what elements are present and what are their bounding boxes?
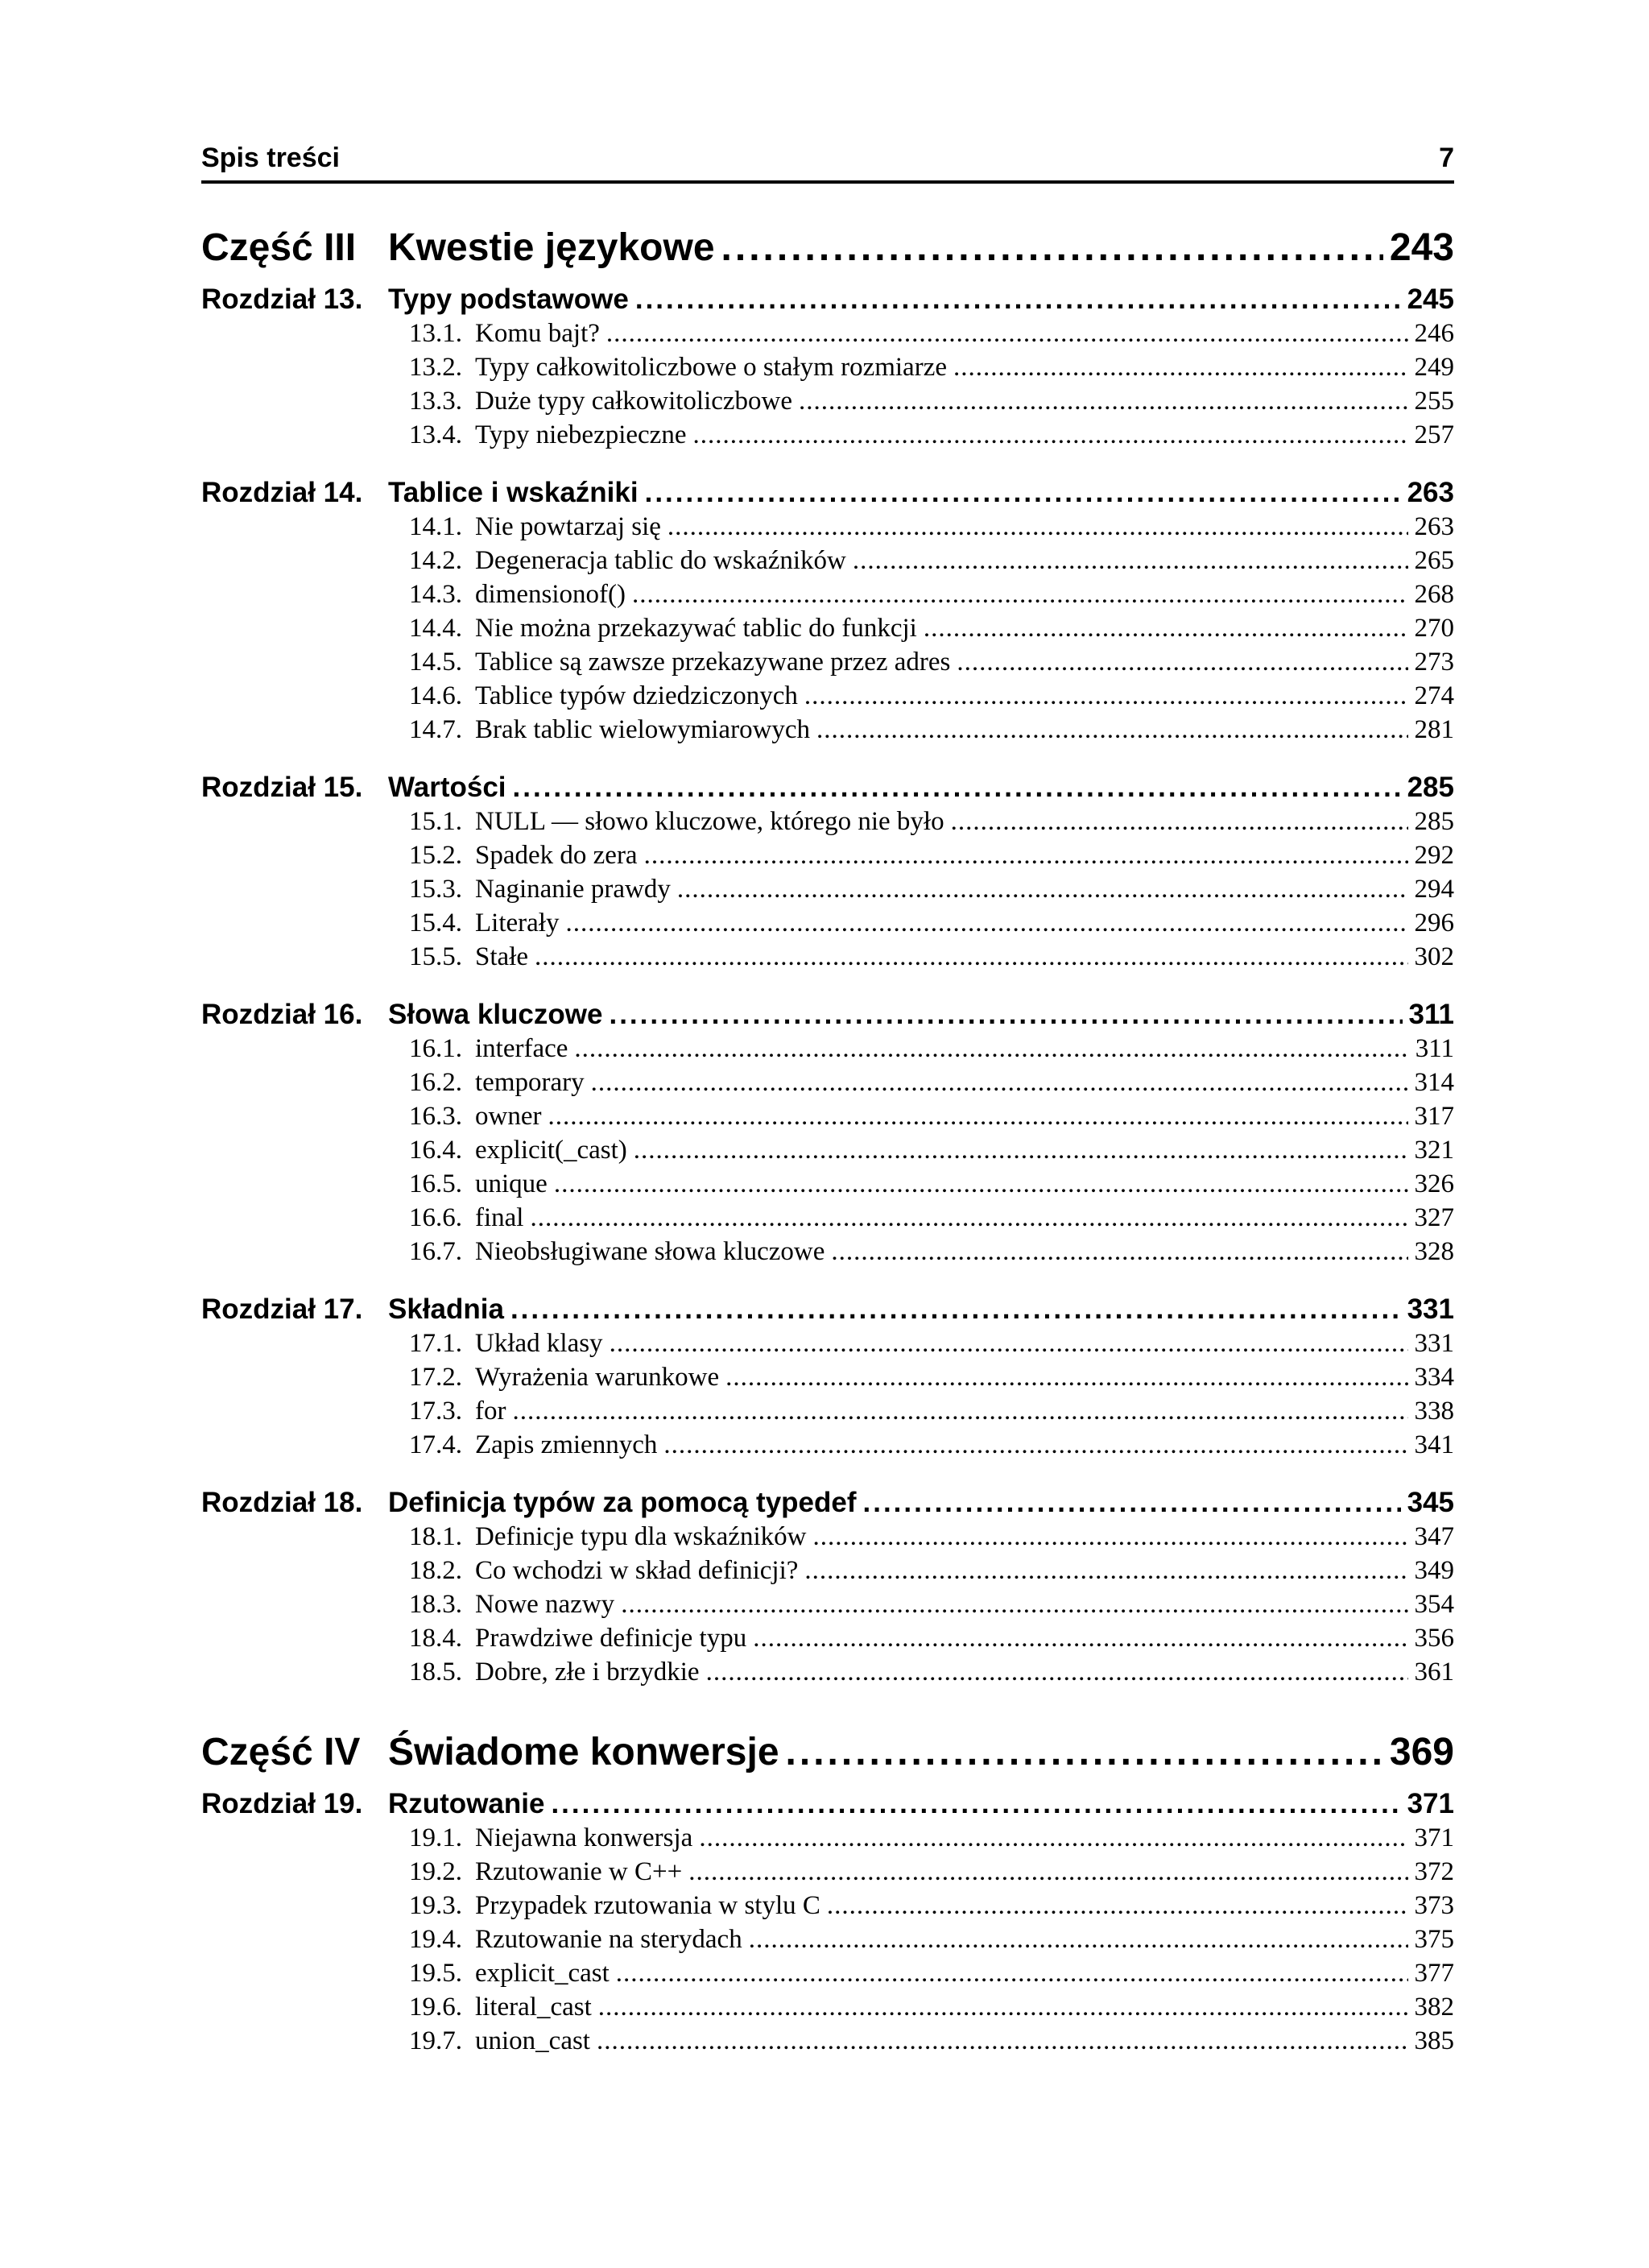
section-number: 18.2. bbox=[409, 1556, 462, 1585]
section-number: 18.4. bbox=[409, 1624, 462, 1653]
toc-section-entry[interactable] bbox=[201, 1891, 1454, 1925]
section-title: Typy całkowitoliczbowe o stałym rozmiarze bbox=[475, 353, 947, 382]
dot-leader bbox=[565, 908, 1407, 938]
toc-section-entry[interactable] bbox=[201, 1136, 1454, 1169]
section-title: Prawdziwe definicje typu bbox=[475, 1624, 747, 1653]
header-page-number: 7 bbox=[1439, 143, 1454, 173]
section-title: temporary bbox=[475, 1068, 585, 1097]
toc-section-entry[interactable] bbox=[201, 875, 1454, 908]
dot-leader bbox=[706, 1658, 1408, 1687]
section-title: Układ klasy bbox=[475, 1329, 603, 1358]
chapter-label: Rozdział 19. bbox=[201, 1788, 363, 1819]
section-page-number: 296 bbox=[1414, 908, 1454, 937]
section-number: 15.2. bbox=[409, 841, 462, 870]
dot-leader bbox=[863, 1487, 1401, 1519]
section-title: Nie powtarzaj się bbox=[475, 512, 661, 541]
section-number: 19.5. bbox=[409, 1959, 462, 1988]
toc-section-entry[interactable] bbox=[201, 420, 1454, 454]
section-number: 14.2. bbox=[409, 546, 462, 575]
toc-chapter-entry[interactable] bbox=[201, 477, 1454, 512]
dot-leader bbox=[721, 226, 1383, 270]
chapter-label: Rozdział 18. bbox=[201, 1487, 363, 1518]
section-title: Tablice są zawsze przekazywane przez adres bbox=[475, 648, 951, 677]
toc-page bbox=[201, 137, 1454, 2060]
part-label: Część IV bbox=[201, 1731, 361, 1773]
section-title: NULL — słowo kluczowe, którego nie było bbox=[475, 807, 944, 836]
section-page-number: 263 bbox=[1414, 512, 1454, 541]
toc-part-entry[interactable] bbox=[201, 1730, 1454, 1780]
dot-leader bbox=[799, 387, 1407, 416]
toc-section-entry[interactable] bbox=[201, 1363, 1454, 1397]
section-page-number: 285 bbox=[1414, 807, 1454, 836]
dot-leader bbox=[663, 1430, 1407, 1460]
dot-leader bbox=[610, 1329, 1408, 1359]
chapter-label: Rozdział 17. bbox=[201, 1293, 363, 1325]
section-number: 13.3. bbox=[409, 387, 462, 416]
section-number: 15.4. bbox=[409, 908, 462, 937]
section-page-number: 246 bbox=[1414, 319, 1454, 348]
section-number: 19.7. bbox=[409, 2026, 462, 2055]
section-number: 17.2. bbox=[409, 1363, 462, 1392]
section-title: interface bbox=[475, 1034, 568, 1063]
dot-leader bbox=[597, 2026, 1408, 2056]
toc-section-entry[interactable] bbox=[201, 715, 1454, 749]
toc-section-entry[interactable] bbox=[201, 1397, 1454, 1430]
section-title: Przypadek rzutowania w stylu C bbox=[475, 1891, 820, 1920]
chapter-page-number: 245 bbox=[1407, 284, 1454, 315]
dot-leader bbox=[548, 1102, 1407, 1132]
toc-section-entry[interactable] bbox=[201, 681, 1454, 715]
dot-leader bbox=[635, 284, 1401, 316]
toc-section-entry[interactable] bbox=[201, 1430, 1454, 1464]
section-title: Nie można przekazywać tablic do funkcji bbox=[475, 614, 917, 643]
section-title: explicit(_cast) bbox=[475, 1136, 627, 1165]
section-page-number: 347 bbox=[1414, 1522, 1454, 1551]
chapter-title: Składnia bbox=[388, 1293, 504, 1325]
dot-leader bbox=[951, 807, 1408, 837]
chapter-label: Rozdział 14. bbox=[201, 477, 363, 508]
toc-chapter-entry[interactable] bbox=[201, 772, 1454, 807]
dot-leader bbox=[692, 420, 1407, 450]
section-number: 18.5. bbox=[409, 1658, 462, 1687]
section-number: 16.4. bbox=[409, 1136, 462, 1165]
section-number: 19.2. bbox=[409, 1857, 462, 1886]
section-number: 18.1. bbox=[409, 1522, 462, 1551]
toc-chapter-entry[interactable] bbox=[201, 284, 1454, 319]
toc-section-entry[interactable] bbox=[201, 1034, 1454, 1068]
section-title: Definicje typu dla wskaźników bbox=[475, 1522, 807, 1551]
dot-leader bbox=[831, 1237, 1407, 1267]
part-title: Kwestie językowe bbox=[388, 226, 715, 269]
section-page-number: 377 bbox=[1414, 1959, 1454, 1988]
section-number: 19.6. bbox=[409, 1993, 462, 2022]
toc-part-entry[interactable] bbox=[201, 226, 1454, 275]
toc-section-entry[interactable] bbox=[201, 2026, 1454, 2060]
toc-chapter-entry[interactable] bbox=[201, 1788, 1454, 1823]
section-title: unique bbox=[475, 1169, 548, 1198]
dot-leader bbox=[812, 1522, 1407, 1552]
chapter-page-number: 285 bbox=[1407, 772, 1454, 803]
dot-leader bbox=[804, 681, 1408, 711]
section-page-number: 273 bbox=[1414, 648, 1454, 677]
toc-section-entry[interactable] bbox=[201, 1658, 1454, 1691]
section-number: 14.3. bbox=[409, 580, 462, 609]
toc-section-entry[interactable] bbox=[201, 614, 1454, 648]
chapter-title: Definicja typów za pomocą typedef bbox=[388, 1487, 857, 1518]
section-title: Typy niebezpieczne bbox=[475, 420, 687, 449]
dot-leader bbox=[609, 999, 1402, 1031]
section-page-number: 361 bbox=[1414, 1658, 1454, 1687]
chapter-page-number: 345 bbox=[1407, 1487, 1454, 1518]
section-title: explicit_cast bbox=[475, 1959, 610, 1988]
dot-leader bbox=[574, 1034, 1408, 1064]
section-page-number: 334 bbox=[1414, 1363, 1454, 1392]
dot-leader bbox=[953, 353, 1408, 383]
chapter-page-number: 263 bbox=[1407, 477, 1454, 508]
section-page-number: 265 bbox=[1414, 546, 1454, 575]
section-title: Naginanie prawdy bbox=[475, 875, 671, 904]
section-title: Nowe nazwy bbox=[475, 1590, 615, 1619]
toc-section-entry[interactable] bbox=[201, 353, 1454, 387]
chapter-page-number: 311 bbox=[1408, 999, 1454, 1030]
dot-leader bbox=[827, 1891, 1408, 1921]
part-label: Część III bbox=[201, 226, 357, 269]
toc-chapter-entry[interactable] bbox=[201, 999, 1454, 1034]
section-page-number: 294 bbox=[1414, 875, 1454, 904]
section-title: for bbox=[475, 1397, 506, 1426]
dot-leader bbox=[551, 1788, 1400, 1820]
section-title: final bbox=[475, 1203, 524, 1232]
section-number: 17.1. bbox=[409, 1329, 462, 1358]
section-page-number: 311 bbox=[1415, 1034, 1454, 1063]
dot-leader bbox=[957, 648, 1407, 677]
dot-leader bbox=[924, 614, 1408, 644]
dot-leader bbox=[645, 477, 1401, 509]
toc-chapter-entry[interactable] bbox=[201, 1487, 1454, 1522]
dot-leader bbox=[598, 1993, 1408, 2022]
section-page-number: 349 bbox=[1414, 1556, 1454, 1585]
section-page-number: 314 bbox=[1414, 1068, 1454, 1097]
dot-leader bbox=[632, 580, 1408, 610]
toc-section-entry[interactable] bbox=[201, 1203, 1454, 1237]
section-number: 13.1. bbox=[409, 319, 462, 348]
section-page-number: 255 bbox=[1414, 387, 1454, 416]
chapter-label: Rozdział 15. bbox=[201, 772, 363, 803]
section-page-number: 302 bbox=[1414, 942, 1454, 971]
dot-leader bbox=[512, 1397, 1407, 1426]
section-page-number: 281 bbox=[1414, 715, 1454, 744]
section-title: Co wchodzi w skład definicji? bbox=[475, 1556, 799, 1585]
section-number: 15.1. bbox=[409, 807, 462, 836]
section-number: 14.1. bbox=[409, 512, 462, 541]
section-page-number: 375 bbox=[1414, 1925, 1454, 1954]
section-page-number: 257 bbox=[1414, 420, 1454, 449]
dot-leader bbox=[606, 319, 1408, 349]
toc-section-entry[interactable] bbox=[201, 1959, 1454, 1993]
chapter-page-number: 331 bbox=[1407, 1293, 1454, 1325]
section-title: union_cast bbox=[475, 2026, 590, 2055]
dot-leader bbox=[725, 1363, 1407, 1393]
section-number: 14.5. bbox=[409, 648, 462, 677]
section-title: Rzutowanie w C++ bbox=[475, 1857, 683, 1886]
toc-section-entry[interactable] bbox=[201, 1993, 1454, 2026]
section-page-number: 331 bbox=[1414, 1329, 1454, 1358]
section-number: 18.3. bbox=[409, 1590, 462, 1619]
dot-leader bbox=[510, 1293, 1401, 1326]
dot-leader bbox=[816, 715, 1407, 745]
dot-leader bbox=[513, 772, 1401, 804]
section-title: Wyrażenia warunkowe bbox=[475, 1363, 720, 1392]
section-page-number: 249 bbox=[1414, 353, 1454, 382]
toc-section-entry[interactable] bbox=[201, 319, 1454, 353]
section-page-number: 327 bbox=[1414, 1203, 1454, 1232]
dot-leader bbox=[853, 546, 1408, 576]
section-title: Dobre, złe i brzydkie bbox=[475, 1658, 700, 1687]
dot-leader bbox=[530, 1203, 1407, 1233]
chapter-title: Słowa kluczowe bbox=[388, 999, 603, 1030]
section-page-number: 372 bbox=[1414, 1857, 1454, 1886]
section-number: 16.5. bbox=[409, 1169, 462, 1198]
section-title: dimensionof() bbox=[475, 580, 626, 609]
toc-section-entry[interactable] bbox=[201, 1169, 1454, 1203]
section-page-number: 317 bbox=[1414, 1102, 1454, 1131]
section-number: 16.6. bbox=[409, 1203, 462, 1232]
toc-chapter-entry[interactable] bbox=[201, 1293, 1454, 1329]
dot-leader bbox=[644, 841, 1408, 871]
dot-leader bbox=[699, 1823, 1407, 1853]
section-page-number: 341 bbox=[1414, 1430, 1454, 1459]
toc-section-entry[interactable] bbox=[201, 1329, 1454, 1363]
section-page-number: 382 bbox=[1414, 1993, 1454, 2022]
section-title: Rzutowanie na sterydach bbox=[475, 1925, 742, 1954]
section-number: 15.3. bbox=[409, 875, 462, 904]
dot-leader bbox=[677, 875, 1408, 904]
section-number: 17.4. bbox=[409, 1430, 462, 1459]
table-of-contents bbox=[201, 184, 1454, 2060]
chapter-title: Typy podstawowe bbox=[388, 284, 629, 315]
toc-section-entry[interactable] bbox=[201, 1102, 1454, 1136]
dot-leader bbox=[535, 942, 1408, 972]
section-number: 17.3. bbox=[409, 1397, 462, 1426]
section-page-number: 270 bbox=[1414, 614, 1454, 643]
section-title: Brak tablic wielowymiarowych bbox=[475, 715, 811, 744]
section-page-number: 328 bbox=[1414, 1237, 1454, 1266]
section-number: 14.6. bbox=[409, 681, 462, 710]
toc-section-entry[interactable] bbox=[201, 1590, 1454, 1624]
section-page-number: 385 bbox=[1414, 2026, 1454, 2055]
section-number: 14.4. bbox=[409, 614, 462, 643]
section-title: literal_cast bbox=[475, 1993, 592, 2022]
toc-section-entry[interactable] bbox=[201, 1624, 1454, 1658]
toc-section-entry[interactable] bbox=[201, 1823, 1454, 1857]
dot-leader bbox=[786, 1730, 1383, 1774]
chapter-title: Wartości bbox=[388, 772, 506, 803]
section-number: 16.3. bbox=[409, 1102, 462, 1131]
header-title: Spis treści bbox=[201, 143, 340, 173]
chapter-page-number: 371 bbox=[1407, 1788, 1454, 1819]
section-title: Degeneracja tablic do wskaźników bbox=[475, 546, 846, 575]
section-page-number: 371 bbox=[1414, 1823, 1454, 1852]
toc-section-entry[interactable] bbox=[201, 512, 1454, 546]
section-title: Duże typy całkowitoliczbowe bbox=[475, 387, 793, 416]
running-header bbox=[201, 137, 1454, 184]
section-number: 16.1. bbox=[409, 1034, 462, 1063]
dot-leader bbox=[554, 1169, 1408, 1199]
dot-leader bbox=[616, 1959, 1408, 1989]
section-number: 13.2. bbox=[409, 353, 462, 382]
toc-section-entry[interactable] bbox=[201, 1068, 1454, 1102]
section-title: Zapis zmiennych bbox=[475, 1430, 658, 1459]
section-title: Komu bajt? bbox=[475, 319, 600, 348]
toc-section-entry[interactable] bbox=[201, 807, 1454, 841]
section-page-number: 338 bbox=[1414, 1397, 1454, 1426]
toc-section-entry[interactable] bbox=[201, 648, 1454, 681]
dot-leader bbox=[591, 1068, 1408, 1098]
section-page-number: 354 bbox=[1414, 1590, 1454, 1619]
section-number: 14.7. bbox=[409, 715, 462, 744]
section-title: Nieobsługiwane słowa kluczowe bbox=[475, 1237, 825, 1266]
chapter-title: Tablice i wskaźniki bbox=[388, 477, 639, 508]
part-page-number: 243 bbox=[1389, 226, 1454, 269]
toc-section-entry[interactable] bbox=[201, 387, 1454, 420]
chapter-title: Rzutowanie bbox=[388, 1788, 545, 1819]
dot-leader bbox=[804, 1556, 1407, 1586]
dot-leader bbox=[667, 512, 1408, 542]
section-title: owner bbox=[475, 1102, 542, 1131]
section-number: 15.5. bbox=[409, 942, 462, 971]
section-page-number: 373 bbox=[1414, 1891, 1454, 1920]
section-number: 19.3. bbox=[409, 1891, 462, 1920]
toc-section-entry[interactable] bbox=[201, 942, 1454, 976]
section-number: 16.7. bbox=[409, 1237, 462, 1266]
part-title: Świadome konwersje bbox=[388, 1731, 779, 1773]
section-title: Literały bbox=[475, 908, 560, 937]
chapter-label: Rozdział 16. bbox=[201, 999, 363, 1030]
section-page-number: 274 bbox=[1414, 681, 1454, 710]
section-number: 16.2. bbox=[409, 1068, 462, 1097]
toc-section-entry[interactable] bbox=[201, 1237, 1454, 1271]
toc-section-entry[interactable] bbox=[201, 1522, 1454, 1556]
toc-section-entry[interactable] bbox=[201, 1857, 1454, 1891]
toc-section-entry[interactable] bbox=[201, 1925, 1454, 1959]
toc-section-entry[interactable] bbox=[201, 1556, 1454, 1590]
section-title: Spadek do zera bbox=[475, 841, 638, 870]
toc-section-entry[interactable] bbox=[201, 580, 1454, 614]
section-title: Tablice typów dziedziczonych bbox=[475, 681, 798, 710]
chapter-label: Rozdział 13. bbox=[201, 284, 363, 315]
section-number: 19.1. bbox=[409, 1823, 462, 1852]
toc-section-entry[interactable] bbox=[201, 908, 1454, 942]
dot-leader bbox=[634, 1136, 1408, 1165]
dot-leader bbox=[749, 1925, 1408, 1955]
dot-leader bbox=[688, 1857, 1407, 1887]
section-page-number: 292 bbox=[1414, 841, 1454, 870]
section-number: 13.4. bbox=[409, 420, 462, 449]
section-page-number: 356 bbox=[1414, 1624, 1454, 1653]
part-page-number: 369 bbox=[1389, 1731, 1454, 1773]
toc-section-entry[interactable] bbox=[201, 841, 1454, 875]
section-number: 19.4. bbox=[409, 1925, 462, 1954]
section-title: Stałe bbox=[475, 942, 528, 971]
toc-section-entry[interactable] bbox=[201, 546, 1454, 580]
dot-leader bbox=[753, 1624, 1407, 1653]
section-page-number: 326 bbox=[1414, 1169, 1454, 1198]
dot-leader bbox=[621, 1590, 1407, 1620]
section-page-number: 321 bbox=[1414, 1136, 1454, 1165]
section-page-number: 268 bbox=[1414, 580, 1454, 609]
section-title: Niejawna konwersja bbox=[475, 1823, 693, 1852]
